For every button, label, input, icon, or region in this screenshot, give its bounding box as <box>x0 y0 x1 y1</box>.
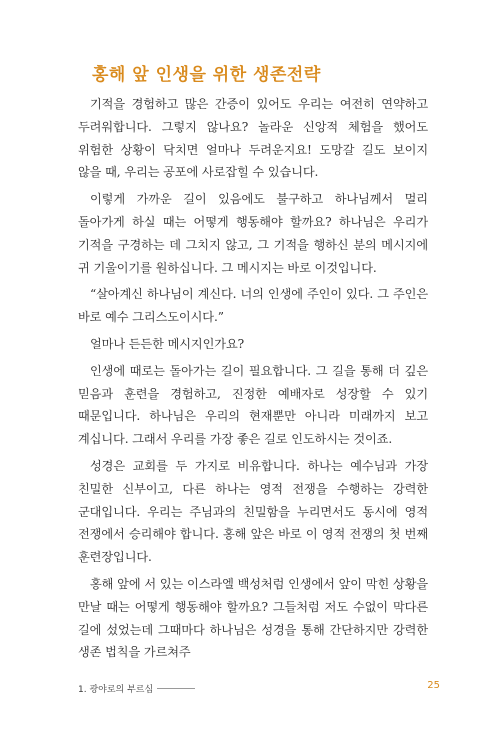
footer-rule <box>157 688 195 689</box>
paragraph: 이렇게 가까운 길이 있음에도 불구하고 하나님께서 멀리 돌아가게 하실 때는 어떻게 행동해야 할까요? 하나님은 우리가 기적을 구경하는 데 그치지 않고, 그 기적을 행하신 분의 메시지에 귀 기울이기를 원하십니다. 그 메시지는 바로 이것입니다. <box>78 192 428 275</box>
paragraph: “살아계신 하나님이 계신다. 너의 인생에 주인이 있다. 그 주인은 바로 예수 그리스도이시다.” <box>78 287 428 325</box>
body-text <box>78 93 428 668</box>
footer-chapter <box>78 682 195 695</box>
paragraph: 성경은 교회를 두 가지로 비유합니다. 하나는 예수님과 가장 친밀한 신부이고, 다른 하나는 영적 전쟁을 수행하는 강력한 군대입니다. 우리는 주님과의 친밀함을 누리면서도 동시에 영적 전쟁에서 승리해야 합니다. 홍해 앞은 바로 이 영적 전쟁의 첫 번째 훈련장입니다. <box>78 458 428 565</box>
paragraph: 인생에 때로는 돌아가는 길이 필요합니다. 그 길을 통해 더 깊은 믿음과 훈련을 경험하고, 진정한 예배자로 성장할 수 있기 때문입니다. 하나님은 우리의 현재뿐만 아니라 미래까지 보고 계십니다. 그래서 우리를 가장 좋은 길로 인도하시는 것이죠. <box>78 363 428 447</box>
page-number: 25 <box>427 680 440 691</box>
chapter-label: 1. 광야로의 부르심 <box>78 685 154 695</box>
paragraph: 기적을 경험하고 많은 간증이 있어도 우리는 여전히 연약하고 두려워합니다. 그렇지 않나요? 놀라운 신앙적 체험을 했어도 위험한 상황이 닥치면 얼마나 두려운지요! 도망갈 길도 보이지 않을 때, 우리는 공포에 사로잡힐 수 있습니다. <box>78 97 428 180</box>
paragraph: 홍해 앞에 서 있는 이스라엘 백성처럼 인생에서 앞이 막힌 상황을 만날 때는 어떻게 행동해야 할까요? 그들처럼 저도 수없이 막다른 길에 섰었는데 그때마다 하나님은 성경을 통해 간단하지만 강력한 생존 법칙을 가르쳐주 <box>78 576 428 660</box>
section-title: 홍해 앞 인생을 위한 생존전략 <box>92 65 321 85</box>
paragraph: 얼마나 든든한 메시지인가요? <box>90 336 245 351</box>
